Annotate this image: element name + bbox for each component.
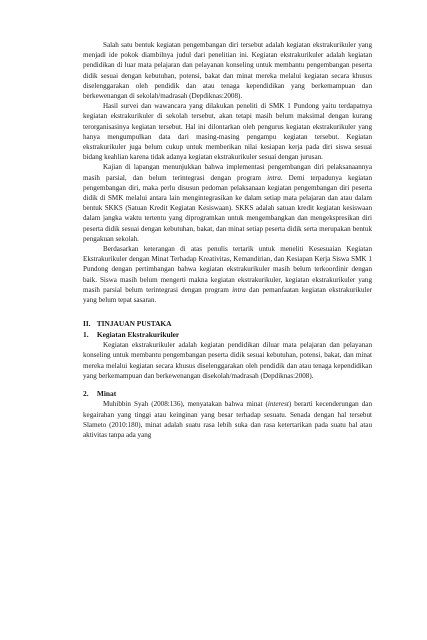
subsection-heading-2 (83, 389, 372, 399)
subsection-heading-1 (83, 330, 372, 340)
section-heading-text: TINJAUAN PUSTAKA (96, 319, 172, 329)
section-heading-number: II. (83, 319, 91, 329)
subsection-1-title: Kegiatan Ekstrakurikuler (96, 329, 180, 339)
intro-paragraph-3: Kajian di lapangan menunjukkan bahwa implementasi pengembangan diri pelaksanaannya masih parsial, dan belum terintegrasi dengan program intra. Demi terpadunya kegiatan pengembangan diri, maka perlu disusun pedoman pelaksanaan kegiatan pengembangan diri peserta didik di SMK melalui antara lain mengintegrasikan ke dalam setiap mata pelajaran dan atau dalam bentuk SKKS (Satuan Kredit Kegiatan Kesiswaan). SKKS adalah satuan kredit kegiatan kesiswaan dalam jangka waktu tertentu yang diprogramkan untuk mengembangkan dan mengekspresikan diri peserta didik sesuai dengan kebutuhan, bakat, dan minat setiap peserta didik serta merupakan bentuk pengakuan sekolah. (83, 163, 372, 243)
subsection-2-number: 2. (83, 388, 89, 398)
intro-paragraph-2: Hasil survei dan wawancara yang dilakukan peneliti di SMK 1 Pundong yaitu terdapatnya kegiatan ekstrakurikuler di sekolah tersebut, akan tetapi masih belum maksimal dengan kurang terorganisasinya kegiatan tersebut. Hal ini dilontarkan oleh pengurus kegiatan ekstrakurikuler yang hanya mengumpulkan data dari masing-masing pengampu kegiatan tersebut. Kegiatan ekstrakurikuler juga belum cukup untuk memberikan nilai kesiapan kerja pada diri siswa sesuai bidang keahlian karena tidak adanya kegiatan ekstrakurikuler sesuai dengan jurusan. (83, 102, 372, 162)
intro-paragraph-1: Salah satu bentuk kegiatan pengembangan diri tersebut adalah kegiatan ekstrakurikuler yang menjadi ide pokok diambilnya judul dari penelitian ini. Kegiatan ekstrakurikuler adalah kegiatan pendidikan di luar mata pelajaran dan pelayanan konseling untuk membantu pengembangan peserta didik sesuai dengan kebutuhan, potensi, bakat dan minat mereka melalui kegiatan secara khusus diselenggarakan oleh pendidik dan atau tenaga kependidikan yang berkemampuan dan berkewenangan di sekolah/madrasah (Depdiknas:2008). (83, 41, 372, 101)
subsection-1-number: 1. (83, 329, 89, 339)
subsection-1-paragraph: Kegiatan ekstrakurikuler adalah kegiatan pendidikan diluar mata pelajaran dan pelayanan konseling untuk membantu pengembangan peserta didik sesuai kebutuhan, potensi, bakat, dan minat mereka melalui kegiatan secara khusus diselenggarakan oleh pendidik dan atau tenaga kependidikan yang berkemampuan dan berkewenangan disekolah/madrasah (Depdiknas:2008). (83, 341, 372, 380)
subsection-2-title: Minat (96, 388, 117, 398)
section-heading (83, 319, 372, 329)
intro-paragraph-4: Berdasarkan keterangan di atas penulis tertarik untuk meneliti Kesesuaian Kegiatan Ekstrakurikuler dengan Minat Terhadap Kreativitas, Kemandirian, dan Kesiapan Kerja Siswa SMK 1 Pundong dengan pertimbangan bahwa kegiatan ekstrakurikuler masih belum terkoordinir dengan baik. Siswa masih belum mengerti makna kegiatan ekstrakurikuler, kegiatan ekstrakurikuler yang masih parsial belum terintegrasi dengan program intra dan pemanfaatan kegiatan ekstrakurikuler yang belum tepat sasaran. (83, 245, 372, 305)
subsection-2-paragraph: Muhibbin Syah (2008:136), menyatakan bahwa minat (interest) berarti kecenderungan dan kegairahan yang tinggi atau keinginan yang besar terhadap sesuatu. Senada dengan hal tersebut Slameto (2010:180), minat adalah suatu rasa lebih suka dan rasa ketertarikan pada suatu hal atau aktivitas tanpa ada yang (83, 400, 372, 439)
